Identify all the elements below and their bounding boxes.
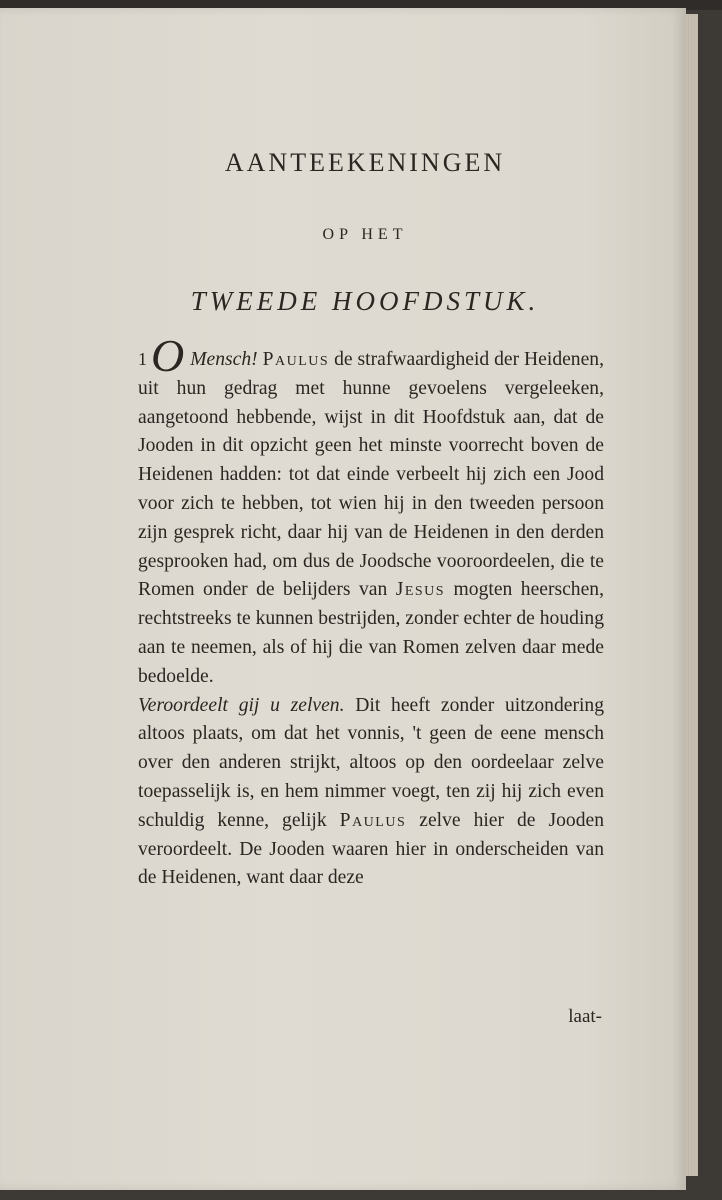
chapter-heading: TWEEDE HOOFDSTUK.	[190, 286, 540, 316]
name-jesus: Jesus	[395, 579, 446, 601]
name-paulus: Paulus	[339, 809, 407, 831]
note-lemma: Mensch!	[190, 349, 258, 370]
note-text: Dit heeft zonder uitzondering altoos plaats, om dat het vonnis, 't geen de eene mensch over den anderen strijkt, altoos op den oordeelaar zelve toepasselijk is, en hem nimmer voegt, ten zij hij zich even schuldig kenne, gelijk	[138, 694, 605, 831]
drop-cap: O	[151, 330, 185, 381]
note-text: de strafwaardigheid der Heidenen, uit hun gedrag met hunne gevoelens vergeleeken, aangetoond hebbende, wijst in dit Hoofdstuk aan, dat de Jooden in dit opzicht geen het minste voorrecht boven de Heidenen hadden: tot dat einde verbeelt hij zich een Jood voor zich te hebben, tot wien hij in den tweeden persoon zijn gesprek richt, daar hij van de Heidenen in den derden gesprooken had, om dus de Joodsche vooroordeelen, die te Romen onder de belijders van	[138, 349, 604, 601]
page-edges	[684, 14, 698, 1176]
page-title: AANTEEKENINGEN	[224, 148, 506, 177]
note-text-continued: mogten heerschen, rechtstreeks te kunnen bestrijden, zonder echter de houding aan te neemen, als of hij die van Romen zelven daar mede bedoelde.	[138, 579, 604, 687]
annotation-body	[138, 330, 605, 893]
note-lemma: Veroordeelt gij u zelven.	[138, 694, 345, 716]
catchword: laat-	[568, 1006, 602, 1027]
name-paulus: Paulus	[262, 349, 330, 370]
note-number: 1	[138, 349, 147, 369]
annotation-1	[138, 330, 604, 692]
annotation-2	[138, 692, 604, 894]
note-text-continued: zelve hier de Jooden veroordeelt. De Jooden waaren hier in onderscheiden van de Heidenen, want daar deze	[138, 809, 605, 889]
page-subtitle: OP HET	[322, 226, 408, 243]
